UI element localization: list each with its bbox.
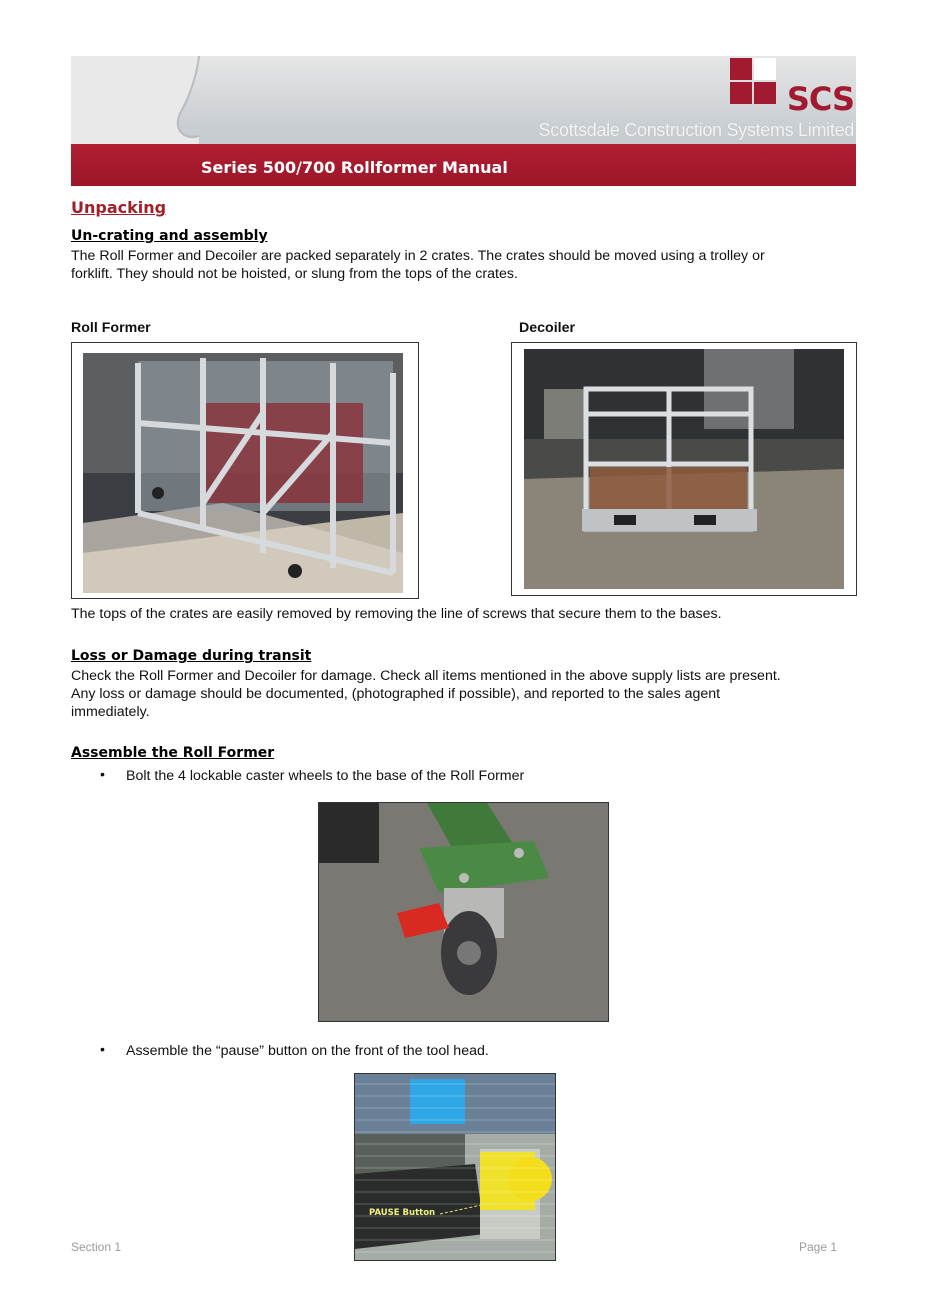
logo-square <box>730 58 752 80</box>
company-name: Scottsdale Construction Systems Limited <box>538 120 854 140</box>
caster-wheel-photo <box>319 803 608 1021</box>
footer-section: Section 1 <box>71 1240 122 1254</box>
loss-line-3: immediately. <box>71 704 150 720</box>
bullet-caster-wheels: Bolt the 4 lockable caster wheels to the base of the Roll Former <box>126 768 525 784</box>
footer-page: Page 1 <box>799 1240 838 1254</box>
decoiler-label: Decoiler <box>519 320 575 336</box>
roll-former-photo-frame <box>71 342 419 599</box>
bullet-marker: • <box>100 767 105 783</box>
uncrating-heading: Un-crating and assembly <box>71 228 268 244</box>
uncrating-line-2: forklift. They should not be hoisted, or slung from the tops of the crates. <box>71 266 518 282</box>
logo-square <box>754 82 776 104</box>
header-banner <box>71 56 856 186</box>
pause-button-photo-frame <box>354 1073 556 1261</box>
logo-square <box>730 82 752 104</box>
tops-note: The tops of the crates are easily removed by removing the line of screws that secure them to the bases. <box>71 606 722 622</box>
roll-former-crate-photo <box>83 353 403 593</box>
bullet-marker: • <box>100 1042 105 1058</box>
decoiler-photo-frame <box>511 342 857 596</box>
logo-square <box>754 58 776 80</box>
loss-heading: Loss or Damage during transit <box>71 648 312 664</box>
uncrating-line-1: The Roll Former and Decoiler are packed separately in 2 crates. The crates should be moved using a trolley or <box>71 248 765 264</box>
pause-button-caption: PAUSE Button <box>369 1208 436 1218</box>
loss-line-1: Check the Roll Former and Decoiler for damage. Check all items mentioned in the above supply lists are present. <box>71 668 781 684</box>
manual-title: Series 500/700 Rollformer Manual <box>201 158 508 177</box>
bullet-pause-button: Assemble the “pause” button on the front of the tool head. <box>126 1043 489 1059</box>
logo-text: SCS <box>786 80 854 118</box>
assemble-heading: Assemble the Roll Former <box>71 745 275 761</box>
section-title: Unpacking <box>71 198 167 217</box>
caster-wheel-photo-frame <box>318 802 609 1022</box>
roll-former-label: Roll Former <box>71 320 151 336</box>
loss-line-2: Any loss or damage should be documented, (photographed if possible), and reported to the sales agent <box>71 686 721 702</box>
pause-button-photo <box>355 1074 555 1260</box>
decoiler-crate-photo <box>524 349 844 589</box>
